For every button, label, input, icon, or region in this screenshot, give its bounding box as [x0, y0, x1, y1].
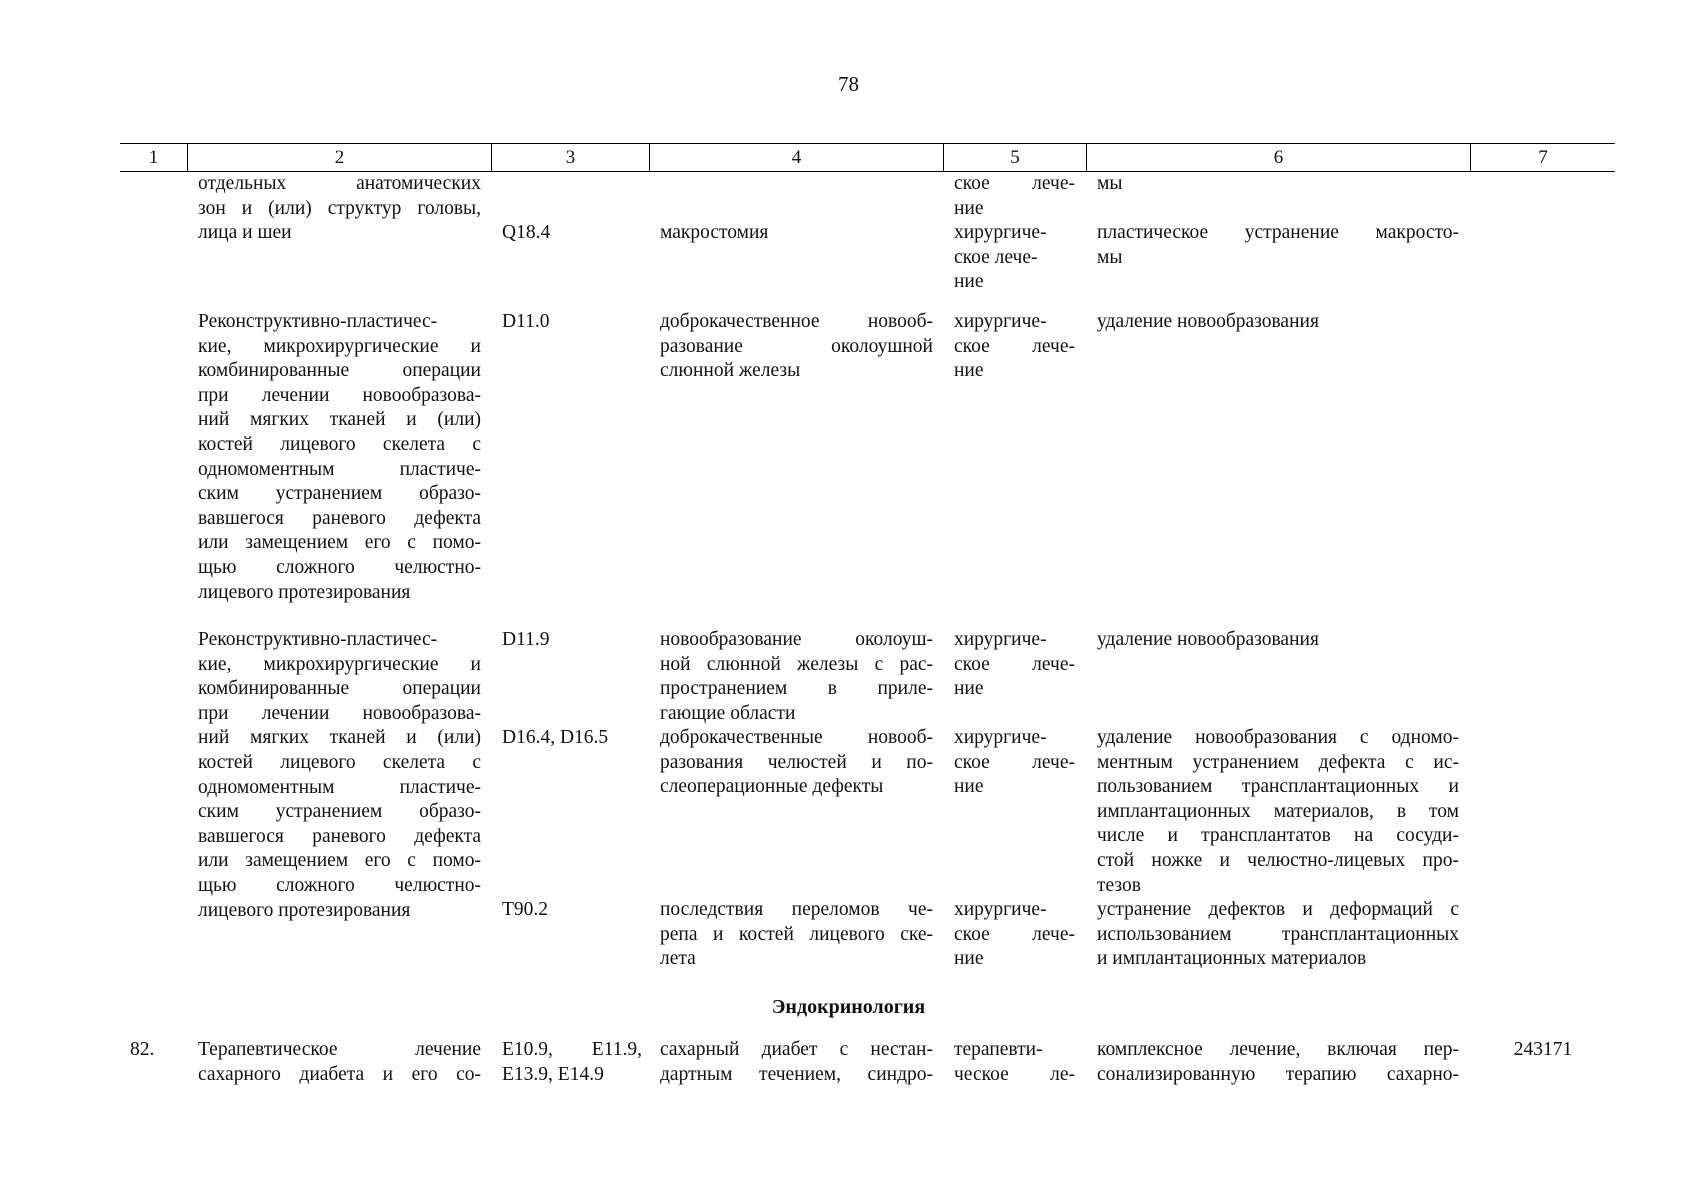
text-line: ское лече- — [954, 335, 1075, 357]
text-line: ние — [954, 360, 984, 382]
row-b-sub2-col6 — [1097, 898, 1459, 972]
column-header-7: 7 — [1538, 147, 1548, 168]
text-line: лета — [660, 948, 696, 970]
text-line: ческое ле- — [954, 1063, 1075, 1085]
text-line: ной слюнной железы с рас- — [660, 653, 933, 675]
diagnosis-code: E10.9, E11.9, — [502, 1039, 642, 1060]
cont-row-col3 — [502, 221, 642, 246]
row-82-col1 — [130, 1038, 187, 1063]
row-82-col2 — [198, 1038, 481, 1087]
text-line: ние — [954, 948, 984, 970]
text-line: одномоментным пластиче- — [198, 776, 481, 798]
text-line: кие, микрохирургические и — [198, 335, 481, 357]
text-line: дартным течением, синдро- — [660, 1063, 933, 1085]
row-b-sub0-col3 — [502, 628, 642, 653]
text-line: доброкачественные новооб- — [660, 727, 933, 748]
row-b-sub0-col5 — [954, 628, 1075, 702]
text-line: удаление новообразования — [1097, 629, 1319, 650]
text-line: Терапевтическое лечение — [198, 1039, 481, 1060]
text-line: или замещением его с помо- — [198, 532, 481, 554]
text-line: доброкачественное новооб- — [660, 311, 933, 332]
text-line: зон и (или) структур головы, — [198, 197, 481, 219]
section-title: Эндокринология — [771, 996, 926, 1018]
row-b-sub1-col3 — [502, 726, 642, 751]
text-line: ское лече- — [954, 751, 1075, 773]
text-line: ние — [954, 271, 984, 293]
text-line: и имплантационных материалов — [1097, 948, 1367, 970]
row-a-col5 — [954, 310, 1075, 384]
text-line: ментным устранением дефекта с ис- — [1097, 751, 1459, 773]
diagnosis-code: D16.4, D16.5 — [502, 727, 609, 748]
text-line: ние — [954, 776, 984, 798]
text-line: ний мягких тканей и (или) — [198, 727, 481, 749]
row-number: 82. — [130, 1039, 155, 1060]
text-line: пространением в приле- — [660, 678, 933, 700]
cont-row-col4 — [660, 221, 933, 246]
text-line: или замещением его с помо- — [198, 850, 481, 872]
text-line: комбинированные операции — [198, 678, 481, 700]
text-line: репа и костей лицевого ске- — [660, 923, 933, 945]
column-header-2: 2 — [334, 147, 345, 168]
row-b-sub1-col6 — [1097, 726, 1459, 898]
text-line: имплантационных материалов, в том — [1097, 800, 1459, 822]
text-line: лица и шеи — [198, 222, 292, 244]
text-line: ское лече- — [954, 246, 1038, 268]
row-82-col4 — [660, 1038, 933, 1087]
text-line: кие, микрохирургические и — [198, 653, 481, 675]
text-line: пользованием трансплантационных и — [1097, 776, 1459, 798]
row-b-col2 — [198, 628, 481, 923]
text-line: костей лицевого скелета с — [198, 751, 481, 773]
text-line: ским устранением образо- — [198, 801, 481, 823]
text-line: сахарного диабета и его со- — [198, 1063, 481, 1085]
text-line: хирургиче- — [954, 311, 1047, 332]
row-82-col6 — [1097, 1038, 1459, 1087]
text-line: хирургиче- — [954, 727, 1047, 748]
table-header-top-rule — [120, 143, 1615, 144]
text-line: при лечении новообразова- — [198, 702, 481, 724]
text-line: хирургиче- — [954, 899, 1047, 920]
diagnosis-code: D11.0 — [502, 311, 550, 332]
row-a-col3 — [502, 310, 642, 335]
text-line: разование околоушной — [660, 335, 933, 357]
text-line: гающие области — [660, 702, 796, 724]
text-line: при лечении новообразова- — [198, 384, 481, 406]
text-line: слеоперационные дефекты — [660, 776, 884, 798]
text-line: сахарный диабет с нестан- — [660, 1039, 933, 1060]
text-line: ний мягких тканей и (или) — [198, 409, 481, 431]
row-b-sub0-col6 — [1097, 628, 1459, 653]
row-a-col6 — [1097, 310, 1459, 335]
text-line: щью сложного челюстно- — [198, 874, 481, 896]
text-line: одномоментным пластиче- — [198, 458, 481, 480]
cont-row-col5-top — [954, 172, 1075, 221]
text-line: хирургиче- — [954, 629, 1047, 650]
row-b-sub0-col4 — [660, 628, 933, 726]
text-line: щью сложного челюстно- — [198, 556, 481, 578]
column-header-6: 6 — [1273, 147, 1284, 168]
text-line: стой ножке и челюстно-лицевых про- — [1097, 849, 1459, 871]
text-line: устранение дефектов и деформаций с — [1097, 899, 1459, 920]
diagnosis-code: T90.2 — [502, 899, 549, 920]
row-b-sub1-col5 — [954, 726, 1075, 800]
row-b-sub1-col4 — [660, 726, 933, 800]
text-line: вавшегося раневого дефекта — [198, 507, 481, 529]
diagnosis-code: D11.9 — [502, 629, 550, 650]
text-line: разования челюстей и по- — [660, 751, 933, 773]
text-line: удаление новообразования — [1097, 311, 1319, 332]
cont-row-col5 — [954, 221, 1075, 295]
text-line: Реконструктивно-пластичес- — [198, 629, 438, 650]
diagnosis-code: E13.9, E14.9 — [502, 1063, 604, 1085]
text-line: мы — [1097, 173, 1123, 194]
text-line: лицевого протезирования — [198, 581, 411, 603]
text-line: ским устранением образо- — [198, 483, 481, 505]
text-line: использованием трансплантационных — [1097, 923, 1459, 945]
row-82-col7 — [1471, 1038, 1615, 1063]
text-line: ское лече- — [954, 173, 1075, 194]
row-a-col4 — [660, 310, 933, 384]
text-line: ское лече- — [954, 653, 1075, 675]
row-82-col5 — [954, 1038, 1075, 1087]
text-line: новообразование околоуш- — [660, 629, 933, 650]
text-line: ние — [954, 678, 984, 700]
row-b-sub2-col4 — [660, 898, 933, 972]
text-line: сонализированную терапию сахарно- — [1097, 1063, 1459, 1085]
row-a-col2 — [198, 310, 481, 605]
diagnosis-code: Q18.4 — [502, 222, 551, 243]
page-number: 78 — [838, 72, 859, 96]
text-line: последствия переломов че- — [660, 899, 933, 920]
text-line: отдельных анатомических — [198, 173, 481, 194]
text-line: костей лицевого скелета с — [198, 433, 481, 455]
text-line: ское лече- — [954, 923, 1075, 945]
text-line: вавшегося раневого дефекта — [198, 825, 481, 847]
text-line: комплексное лечение, включая пер- — [1097, 1039, 1459, 1060]
cont-row-col6 — [1097, 221, 1459, 270]
text-line: Реконструктивно-пластичес- — [198, 311, 438, 332]
text-line: мы — [1097, 246, 1123, 268]
row-b-sub2-col5 — [954, 898, 1075, 972]
text-line: тезов — [1097, 874, 1141, 896]
text-line: пластическое устранение макросто- — [1097, 222, 1459, 243]
text-line: удаление новообразования с одномо- — [1097, 727, 1459, 748]
column-header-1: 1 — [148, 147, 159, 168]
text-line: слюнной железы — [660, 360, 801, 382]
row-b-sub2-col3 — [502, 898, 642, 923]
cont-row-col2 — [198, 172, 481, 246]
column-header-3: 3 — [565, 147, 576, 168]
column-header-5: 5 — [1010, 147, 1020, 168]
column-header-4: 4 — [791, 147, 802, 168]
price-value: 243171 — [1513, 1039, 1573, 1060]
text-line: хирургиче- — [954, 222, 1047, 243]
text-line: числе и трансплантатов на сосуди- — [1097, 825, 1459, 847]
text-line: лицевого протезирования — [198, 899, 411, 921]
text-line: терапевти- — [954, 1039, 1043, 1060]
text-line: макростомия — [660, 222, 769, 243]
row-82-col3 — [502, 1038, 642, 1087]
cont-row-col6-top — [1097, 172, 1459, 197]
text-line: комбинированные операции — [198, 360, 481, 382]
text-line: ние — [954, 197, 984, 219]
